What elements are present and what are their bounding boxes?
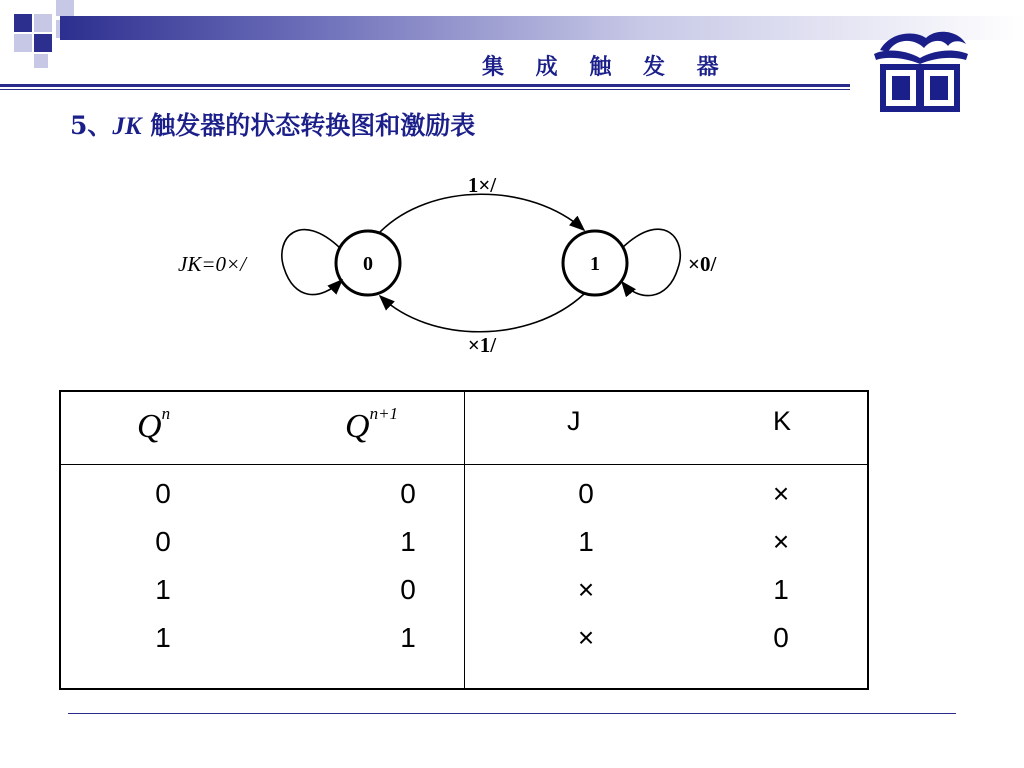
- label-bottom: ×1/: [467, 333, 497, 357]
- table-cell-qn1: 1: [400, 526, 416, 557]
- self-loop-0: [282, 230, 342, 295]
- table-cell-j: 0: [578, 478, 594, 509]
- header-qn1: $Q^{n+1}$: [345, 403, 399, 445]
- table-cell-k: ×: [772, 478, 790, 509]
- table-cell-qn1: 0: [400, 574, 416, 605]
- excitation-table: [59, 390, 869, 690]
- table-cell-j: ×: [577, 574, 595, 605]
- label-top: 1×/: [467, 173, 497, 197]
- header-j: J: [567, 406, 581, 436]
- slide-title-suffix: 触发器的状态转换图和激励表: [141, 111, 476, 140]
- state-0-label: 0: [363, 253, 373, 275]
- table-cell-qn: 0: [155, 526, 171, 557]
- label-left: JK=0×/: [178, 252, 247, 276]
- table-cell-qn: 1: [155, 622, 171, 653]
- table-cell-k: 1: [773, 574, 789, 605]
- self-loop-1: [622, 229, 680, 295]
- table-divider-horizontal: [61, 464, 867, 465]
- slide-title-italic: JK: [112, 113, 142, 140]
- transition-1-to-0: [380, 294, 584, 332]
- transition-0-to-1: [380, 194, 584, 232]
- table-cell-j: 1: [578, 526, 594, 557]
- state-transition-diagram: [170, 168, 750, 363]
- header-qn: $Q^n$: [137, 403, 171, 445]
- table-cell-qn1: 1: [400, 622, 416, 653]
- header-title: 集 成 触 发 器: [482, 54, 731, 80]
- university-logo: [866, 24, 974, 118]
- table-divider-vertical: [464, 392, 465, 688]
- header-rule-thin: [0, 89, 850, 90]
- table-cell-qn: 0: [155, 478, 171, 509]
- state-1-label: 1: [590, 253, 600, 275]
- label-right: ×0/: [688, 252, 717, 276]
- table-cell-j: ×: [577, 622, 595, 653]
- table-cell-qn: 1: [155, 574, 171, 605]
- table-cell-k: 0: [773, 622, 789, 653]
- header-rule: [0, 84, 850, 87]
- header-k: K: [773, 406, 792, 436]
- slide-title: [70, 106, 475, 142]
- table-cell-k: ×: [772, 526, 790, 557]
- slide-title-prefix: 5、: [70, 111, 113, 140]
- footer-rule: [68, 713, 956, 714]
- table-cell-qn1: 0: [400, 478, 416, 509]
